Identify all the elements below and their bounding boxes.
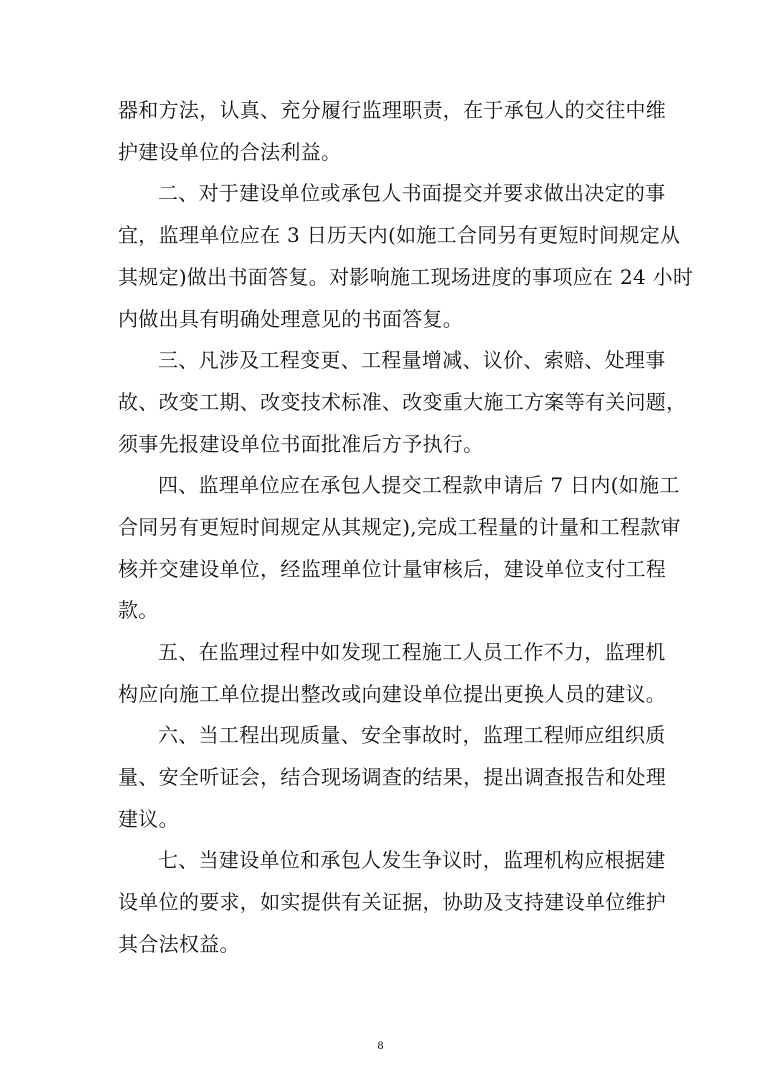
text-line: 二、对于建设单位或承包人书面提交并要求做出决定的事 (158, 181, 666, 205)
text-line: 宜，监理单位应在 3 日历天内(如施工合同另有更短时间规定从 (118, 223, 681, 247)
text-line: 设单位的要求，如实提供有关证据，协助及支持建设单位维护 (118, 890, 667, 914)
text-line: 合同另有更短时间规定从其规定),完成工程量的计量和工程款审 (118, 515, 681, 539)
text-line: 五、在监理过程中如发现工程施工人员工作不力，监理机 (158, 640, 666, 664)
text-line: 核并交建设单位，经监理单位计量审核后，建设单位支付工程 (118, 557, 667, 581)
text-line: 器和方法，认真、充分履行监理职责，在于承包人的交往中维 (118, 98, 667, 122)
text-line: 量、安全听证会，结合现场调查的结果，提出调查报告和处理 (118, 765, 667, 789)
text-line: 四、监理单位应在承包人提交工程款申请后 7 日内(如施工 (158, 473, 680, 497)
page-number: 8 (377, 1038, 384, 1052)
text-line: 其规定)做出书面答复。对影响施工现场进度的事项应在 24 小时 (118, 265, 694, 289)
text-line: 内做出具有明确处理意见的书面答复。 (118, 307, 464, 331)
text-line: 构应向施工单位提出整改或向建设单位提出更换人员的建议。 (118, 682, 667, 706)
text-line: 三、凡涉及工程变更、工程量增减、议价、索赔、处理事 (158, 348, 666, 372)
text-line: 款。 (118, 598, 159, 622)
text-line: 七、当建设单位和承包人发生争议时，监理机构应根据建 (158, 848, 666, 872)
text-line: 故、改变工期、改变技术标准、改变重大施工方案等有关问题， (118, 390, 687, 414)
text-line: 其合法权益。 (118, 932, 240, 956)
text-line: 护建设单位的合法利益。 (118, 140, 342, 164)
text-line: 建议。 (118, 807, 179, 831)
text-line: 须事先报建设单位书面批准后方予执行。 (118, 432, 484, 456)
text-line: 六、当工程出现质量、安全事故时，监理工程师应组织质 (158, 723, 666, 747)
